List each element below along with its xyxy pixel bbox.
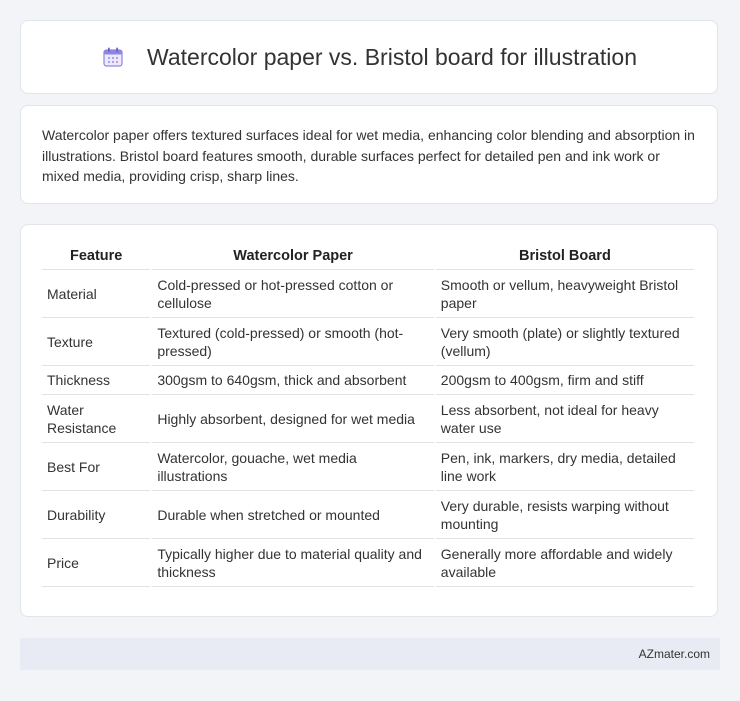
row-bristol-cell: Generally more affordable and widely available	[436, 539, 694, 587]
header-bristol-board: Bristol Board	[436, 243, 694, 270]
row-watercolor-cell: Cold-pressed or hot-pressed cotton or cellulose	[152, 270, 433, 318]
comparison-table	[40, 243, 696, 587]
row-bristol-cell: Very durable, resists warping without mounting	[436, 491, 694, 539]
calendar-icon	[101, 45, 125, 69]
row-bristol-cell: 200gsm to 400gsm, firm and stiff	[436, 366, 694, 395]
row-feature-cell: Price	[42, 539, 150, 587]
title-card	[20, 20, 718, 94]
table-row	[42, 491, 694, 539]
row-feature-cell: Durability	[42, 491, 150, 539]
row-feature-cell: Material	[42, 270, 150, 318]
row-bristol-cell: Smooth or vellum, heavyweight Bristol paper	[436, 270, 694, 318]
row-watercolor-cell: 300gsm to 640gsm, thick and absorbent	[152, 366, 433, 395]
table-row	[42, 270, 694, 318]
row-feature-cell: Water Resistance	[42, 395, 150, 443]
header-watercolor-paper: Watercolor Paper	[152, 243, 433, 270]
row-watercolor-cell: Watercolor, gouache, wet media illustrations	[152, 443, 433, 491]
row-feature-cell: Texture	[42, 318, 150, 366]
comparison-table-card	[20, 224, 718, 617]
row-watercolor-cell: Textured (cold-pressed) or smooth (hot-pressed)	[152, 318, 433, 366]
row-feature-cell: Thickness	[42, 366, 150, 395]
table-row	[42, 318, 694, 366]
row-watercolor-cell: Highly absorbent, designed for wet media	[152, 395, 433, 443]
table-row	[42, 395, 694, 443]
row-bristol-cell: Very smooth (plate) or slightly textured (vellum)	[436, 318, 694, 366]
footer-bar	[20, 638, 720, 670]
table-row	[42, 366, 694, 395]
header-feature: Feature	[42, 243, 150, 270]
row-watercolor-cell: Typically higher due to material quality and thickness	[152, 539, 433, 587]
page-title: Watercolor paper vs. Bristol board for illustration	[146, 43, 637, 70]
row-bristol-cell: Pen, ink, markers, dry media, detailed line work	[436, 443, 694, 491]
summary-paragraph: Watercolor paper offers textured surfaces ideal for wet media, enhancing color blending and absorption in illustrations. Bristol board features smooth, durable surfaces perfect for detailed pen and ink work or mixed media, providing crisp, sharp lines.	[42, 127, 695, 184]
summary-card	[20, 105, 718, 204]
table-header-row	[42, 243, 694, 270]
row-feature-cell: Best For	[42, 443, 150, 491]
row-bristol-cell: Less absorbent, not ideal for heavy water use	[436, 395, 694, 443]
table-row	[42, 443, 694, 491]
row-watercolor-cell: Durable when stretched or mounted	[152, 491, 433, 539]
table-row	[42, 539, 694, 587]
footer-site-label: AZmater.com	[638, 647, 710, 661]
